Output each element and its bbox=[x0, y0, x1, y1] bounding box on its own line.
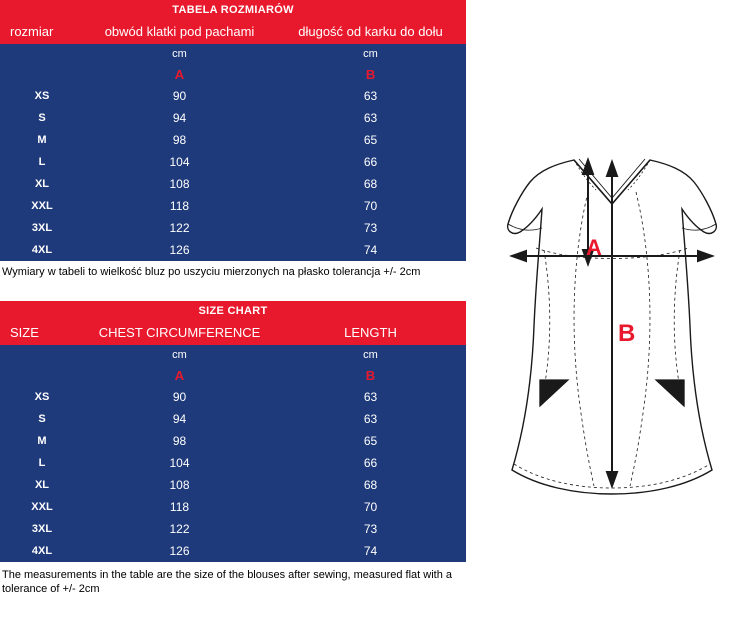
table-row bbox=[0, 518, 466, 540]
row-chest: 126 bbox=[84, 540, 275, 562]
polish-table-note: Wymiary w tabeli to wielkość bluz po uszyciu mierzonych na płasko tolerancja +/- 2cm bbox=[2, 266, 421, 278]
row-size: XXL bbox=[0, 195, 84, 217]
english-size-table-block bbox=[0, 301, 466, 596]
row-size: XL bbox=[0, 474, 84, 496]
row-chest: 122 bbox=[84, 217, 275, 239]
polish-size-table bbox=[0, 0, 466, 261]
row-chest: 122 bbox=[84, 518, 275, 540]
row-chest: 118 bbox=[84, 496, 275, 518]
row-chest: 94 bbox=[84, 408, 275, 430]
row-chest: 90 bbox=[84, 85, 275, 107]
row-length: 66 bbox=[275, 151, 466, 173]
measurement-label-b: B bbox=[618, 320, 636, 347]
table-row bbox=[0, 195, 466, 217]
table-row bbox=[0, 474, 466, 496]
row-chest: 98 bbox=[84, 430, 275, 452]
row-chest: 104 bbox=[84, 151, 275, 173]
row-chest: 126 bbox=[84, 239, 275, 261]
letter-chest: A bbox=[84, 63, 275, 85]
header-size: SIZE bbox=[0, 320, 84, 345]
table-row bbox=[0, 540, 466, 562]
table-row bbox=[0, 452, 466, 474]
row-chest: 104 bbox=[84, 452, 275, 474]
unit-size bbox=[0, 345, 84, 364]
polish-size-table-block bbox=[0, 0, 466, 279]
row-size: S bbox=[0, 408, 84, 430]
row-size: L bbox=[0, 151, 84, 173]
row-size: XL bbox=[0, 173, 84, 195]
english-table-title: SIZE CHART bbox=[0, 301, 466, 320]
row-chest: 94 bbox=[84, 107, 275, 129]
letter-size bbox=[0, 63, 84, 85]
unit-length: cm bbox=[275, 345, 466, 364]
table-title-row bbox=[0, 0, 466, 19]
row-length: 63 bbox=[275, 107, 466, 129]
row-length: 68 bbox=[275, 474, 466, 496]
row-length: 63 bbox=[275, 85, 466, 107]
row-size: S bbox=[0, 107, 84, 129]
row-size: XXL bbox=[0, 496, 84, 518]
letter-length: B bbox=[275, 364, 466, 386]
row-size: L bbox=[0, 452, 84, 474]
measurement-label-a: A bbox=[586, 235, 602, 260]
row-size: 3XL bbox=[0, 518, 84, 540]
row-length: 68 bbox=[275, 173, 466, 195]
table-row bbox=[0, 129, 466, 151]
row-length: 70 bbox=[275, 496, 466, 518]
table-letter-row bbox=[0, 63, 466, 85]
unit-chest: cm bbox=[84, 345, 275, 364]
row-size: 4XL bbox=[0, 239, 84, 261]
letter-length: B bbox=[275, 63, 466, 85]
table-header-row bbox=[0, 320, 466, 345]
table-row bbox=[0, 173, 466, 195]
table-unit-row bbox=[0, 44, 466, 63]
row-length: 73 bbox=[275, 518, 466, 540]
table-row bbox=[0, 107, 466, 129]
header-length: długość od karku do dołu bbox=[275, 19, 466, 44]
row-length: 74 bbox=[275, 540, 466, 562]
row-size: XS bbox=[0, 85, 84, 107]
header-chest: CHEST CIRCUMFERENCE bbox=[84, 320, 275, 345]
english-size-table bbox=[0, 301, 466, 562]
table-row bbox=[0, 430, 466, 452]
row-size: XS bbox=[0, 386, 84, 408]
header-length: LENGTH bbox=[275, 320, 466, 345]
row-length: 65 bbox=[275, 430, 466, 452]
row-size: M bbox=[0, 129, 84, 151]
row-chest: 98 bbox=[84, 129, 275, 151]
garment-illustration bbox=[478, 130, 746, 520]
row-chest: 108 bbox=[84, 474, 275, 496]
table-row bbox=[0, 85, 466, 107]
table-header-row bbox=[0, 19, 466, 44]
unit-length: cm bbox=[275, 44, 466, 63]
unit-chest: cm bbox=[84, 44, 275, 63]
row-chest: 90 bbox=[84, 386, 275, 408]
header-chest: obwód klatki pod pachami bbox=[84, 19, 275, 44]
row-length: 63 bbox=[275, 408, 466, 430]
table-row bbox=[0, 496, 466, 518]
row-size: 3XL bbox=[0, 217, 84, 239]
table-row bbox=[0, 217, 466, 239]
table-row bbox=[0, 239, 466, 261]
header-size: rozmiar bbox=[0, 19, 84, 44]
row-length: 74 bbox=[275, 239, 466, 261]
english-table-note: The measurements in the table are the size of the blouses after sewing, measured flat with a tolerance of +/- 2cm bbox=[2, 569, 453, 595]
table-row bbox=[0, 151, 466, 173]
row-size: 4XL bbox=[0, 540, 84, 562]
row-length: 73 bbox=[275, 217, 466, 239]
table-title-row bbox=[0, 301, 466, 320]
section-spacer bbox=[0, 279, 466, 301]
letter-chest: A bbox=[84, 364, 275, 386]
polish-table-title: TABELA ROZMIARÓW bbox=[0, 0, 466, 19]
row-chest: 108 bbox=[84, 173, 275, 195]
row-length: 63 bbox=[275, 386, 466, 408]
table-letter-row bbox=[0, 364, 466, 386]
letter-size bbox=[0, 364, 84, 386]
row-length: 65 bbox=[275, 129, 466, 151]
table-row bbox=[0, 386, 466, 408]
table-row bbox=[0, 408, 466, 430]
row-length: 70 bbox=[275, 195, 466, 217]
row-size: M bbox=[0, 430, 84, 452]
row-chest: 118 bbox=[84, 195, 275, 217]
unit-size bbox=[0, 44, 84, 63]
table-unit-row bbox=[0, 345, 466, 364]
garment-diagram bbox=[478, 130, 746, 520]
row-length: 66 bbox=[275, 452, 466, 474]
